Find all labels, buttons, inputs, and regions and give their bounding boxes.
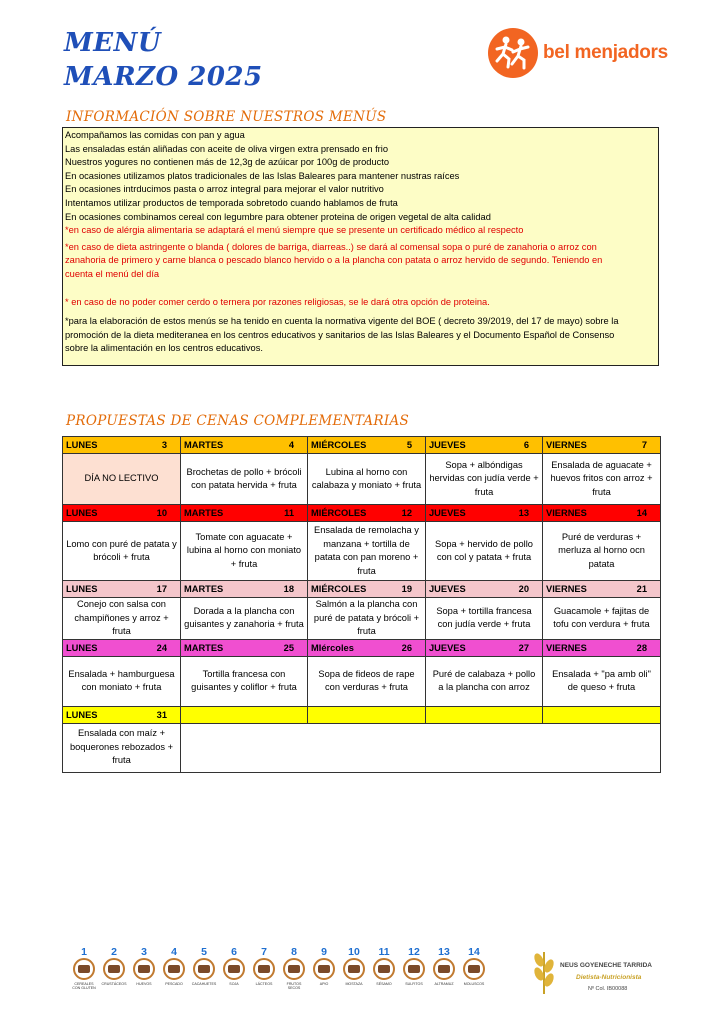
allergen-item: 12 SULFITOS xyxy=(400,946,428,990)
allergen-item: 2 CRUSTÁCEOS xyxy=(101,946,127,986)
day-header: JUEVES 27 xyxy=(426,639,543,656)
peanut-icon xyxy=(193,958,215,980)
dish-cell: Lubina al horno con calabaza y moniato + fruta xyxy=(308,454,426,505)
dish-cell: Sopa + tortilla francesa con judía verde + fruta xyxy=(426,598,543,640)
allergen-item: 10 MOSTAZA xyxy=(340,946,368,990)
law-note-line: *para la elaboración de estos menús se ha tenido en cuenta la normativa vigente del BOE ( decreto 39/2019, del 17 de mayo) sobre la xyxy=(65,316,619,327)
dish-row xyxy=(63,454,661,505)
dish-cell: Dorada a la plancha con guisantes y zanahoria + fruta xyxy=(181,598,308,640)
allergen-item: 1 CEREALES CON GLUTEN xyxy=(72,946,96,990)
info-line: En ocasiones utilizamos platos tradicionales de las Islas Baleares para mantener nustras raíces xyxy=(65,170,460,181)
running-kids-icon xyxy=(488,28,538,78)
day-header: JUEVES 13 xyxy=(426,505,543,522)
allergen-item: 6 SOJA xyxy=(220,946,248,990)
day-header: MARTES 4 xyxy=(181,437,308,454)
day-header: LUNES 17 xyxy=(63,581,181,598)
day-header: MIÉRCOLES 12 xyxy=(308,505,426,522)
day-header: LUNES 10 xyxy=(63,505,181,522)
dish-cell-empty xyxy=(181,723,661,772)
sulphites-icon xyxy=(403,958,425,980)
day-header: JUEVES 6 xyxy=(426,437,543,454)
week-header-row xyxy=(63,505,661,522)
dish-cell: Tomate con aguacate + lubina al horno con moniato + fruta xyxy=(181,522,308,581)
law-note-line: sobre la alimentación en los centros educativos. xyxy=(65,343,263,354)
day-header-empty xyxy=(308,706,426,723)
diet-note-line: cuenta el menú del día xyxy=(65,268,160,279)
dish-cell: Brochetas de pollo + brócoli con patata hervida + fruta xyxy=(181,454,308,505)
allergen-item: 7 LÁCTEOS xyxy=(250,946,278,990)
allergen-item: 5 CACAHUETES xyxy=(191,946,217,986)
allergen-item: 8 FRUTOS SECOS xyxy=(280,946,308,990)
soy-icon xyxy=(223,958,245,980)
dish-cell: Puré de calabaza + pollo a la plancha con arroz xyxy=(426,656,543,706)
info-line: Acompañamos las comidas con pan y agua xyxy=(65,130,245,140)
dish-cell: Ensalada con maíz + boquerones rebozados + fruta xyxy=(63,723,181,772)
day-header: VIERNES 14 xyxy=(543,505,661,522)
day-header: MIÉRCOLES 5 xyxy=(308,437,426,454)
brand-logo xyxy=(488,28,668,78)
allergen-item: 9 APIO xyxy=(310,946,338,990)
nuts-icon xyxy=(283,958,305,980)
info-line: Nuestros yogures no contienen más de 12,3g de azúicar por 100g de producto xyxy=(65,157,390,168)
info-line: En ocasiones intrducimos pasta o arroz integral para mejorar el valor nutritivo xyxy=(65,184,384,195)
dish-cell: Sopa + albóndigas hervidas con judía verde + fruta xyxy=(426,454,543,505)
info-line: En ocasiones combinamos cereal con legumbre para obtener proteina de origen vegetal de alta calidad xyxy=(65,211,491,222)
menu-month: MARZO 2025 xyxy=(64,62,263,92)
info-line: Intentamos utilizar productos de temporada sobretodo cuando hablamos de fruta xyxy=(65,197,398,208)
day-header-empty xyxy=(543,706,661,723)
week-header-row xyxy=(63,581,661,598)
dish-cell: Conejo con salsa con champiñones y arroz + fruta xyxy=(63,598,181,640)
religion-note: * en caso de no poder comer cerdo o ternera por razones religiosas, se le dará otra opción de proteina. xyxy=(65,296,490,307)
lupin-icon xyxy=(433,958,455,980)
egg-icon xyxy=(133,958,155,980)
law-note-line: promoción de la dieta mediteranea en los centros educativos y sanitarios de las Islas Baleares y el Documento Español de Consenso xyxy=(65,329,615,340)
dish-cell: DÍA NO LECTIVO xyxy=(63,454,181,505)
allergen-item: 13 ALTRAMUZ xyxy=(434,946,454,986)
dietitian-signature xyxy=(524,946,674,996)
day-header: MIércoles 26 xyxy=(308,639,426,656)
info-line: Las ensaladas están aliñadas con aceite de oliva virgen extra prensado en frio xyxy=(65,143,389,154)
dish-cell: Lomo con puré de patata y brócoli + fruta xyxy=(63,522,181,581)
dairy-icon xyxy=(253,958,275,980)
mollusc-icon xyxy=(463,958,485,980)
gluten-icon xyxy=(73,958,95,980)
allergen-item: 11 SÉSAMO xyxy=(370,946,398,990)
info-heading: INFORMACIÓN SOBRE NUESTROS MENÚS xyxy=(66,109,387,125)
dish-cell: Ensalada de aguacate + huevos fritos con arroz + fruta xyxy=(543,454,661,505)
day-header: LUNES 24 xyxy=(63,639,181,656)
allergy-note: *en caso de alérgia alimentaria se adaptará el menú siempre que se presente un certificado médico al respecto xyxy=(65,225,524,236)
day-header: VIERNES 21 xyxy=(543,581,661,598)
day-header: LUNES 31 xyxy=(63,706,181,723)
brand-name: bel menjadors xyxy=(543,42,668,63)
day-header: MARTES 18 xyxy=(181,581,308,598)
mustard-icon xyxy=(343,958,365,980)
dish-cell: Puré de verduras + merluza al horno ocn patata xyxy=(543,522,661,581)
crustacean-icon xyxy=(103,958,125,980)
sesame-icon xyxy=(373,958,395,980)
day-header: VIERNES 7 xyxy=(543,437,661,454)
day-header: MIÉRCOLES 19 xyxy=(308,581,426,598)
dish-cell: Ensalada + hamburguesa con moniato + fruta xyxy=(63,656,181,706)
day-header-empty xyxy=(426,706,543,723)
dish-row xyxy=(63,522,661,581)
dietitian-license: Nº Col. IB00088 xyxy=(588,986,628,992)
dish-cell: Ensalada + "pa amb oli" de queso + fruta xyxy=(543,656,661,706)
week-header-row xyxy=(63,639,661,656)
day-header: MARTES 11 xyxy=(181,505,308,522)
dietitian-name: NEUS GOYENECHE TARRIDA xyxy=(560,962,652,969)
allergen-item: 4 PESCADO xyxy=(160,946,188,990)
diet-note-line: zanahoria de primero y carne blanca o pescado blanco hervido o a la plancha con patata o arroz hervido de segundo. Teniendo en xyxy=(65,255,603,266)
fish-icon xyxy=(163,958,185,980)
wheat-icon xyxy=(524,946,564,996)
dish-cell: Salmón a la plancha con puré de patata y brócoli + fruta xyxy=(308,598,426,640)
dinner-table xyxy=(62,436,661,773)
dish-row xyxy=(63,656,661,706)
info-box xyxy=(62,127,659,366)
menu-title: MENÚ xyxy=(64,28,162,58)
dish-cell: Sopa de fideos de rape con verduras + fruta xyxy=(308,656,426,706)
day-header: LUNES 3 xyxy=(63,437,181,454)
day-header-empty xyxy=(181,706,308,723)
dish-cell: Tortilla francesa con guisantes y coliflor + fruta xyxy=(181,656,308,706)
allergen-item: 3 HUEVOS xyxy=(130,946,158,990)
day-header: VIERNES 28 xyxy=(543,639,661,656)
dietitian-title: Dietista-Nutricionista xyxy=(576,974,642,981)
day-header: MARTES 25 xyxy=(181,639,308,656)
week-header-row xyxy=(63,437,661,454)
day-header: JUEVES 20 xyxy=(426,581,543,598)
dish-cell: Sopa + hervido de pollo con col y patata + fruta xyxy=(426,522,543,581)
dinner-heading: PROPUESTAS DE CENAS COMPLEMENTARIAS xyxy=(66,413,410,429)
dish-cell: Ensalada de remolacha y manzana + tortilla de patata con pan moreno + fruta xyxy=(308,522,426,581)
celery-icon xyxy=(313,958,335,980)
diet-note-line: *en caso de dieta astringente o blanda ( dolores de barriga, diarreas..) se dará al comensal sopa o puré de zanahoria o arroz con xyxy=(65,241,597,252)
week-header-row xyxy=(63,706,661,723)
allergen-item: 14 MOLUSCOS xyxy=(463,946,485,986)
allergen-legend xyxy=(70,946,488,990)
dish-row xyxy=(63,598,661,640)
dish-cell: Guacamole + fajitas de tofu con verdura + fruta xyxy=(543,598,661,640)
dish-row xyxy=(63,723,661,772)
